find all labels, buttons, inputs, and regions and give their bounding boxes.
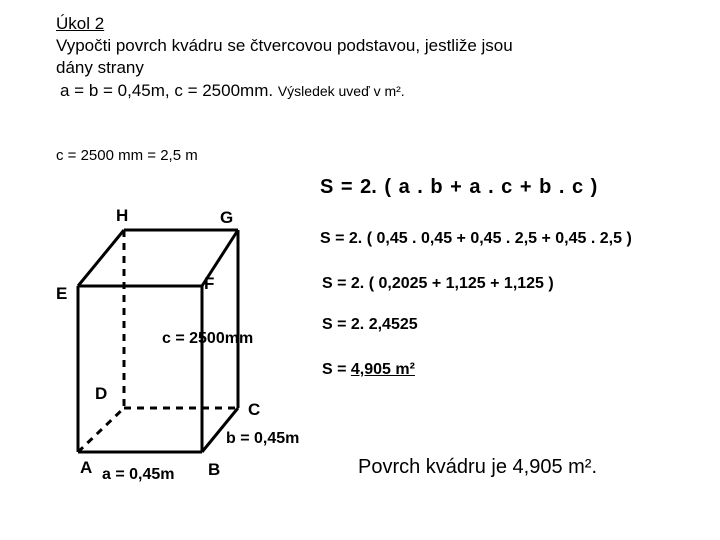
given-values-text: a = b = 0,45m, c = 2500mm. (60, 81, 274, 100)
conclusion-text: Povrch kvádru je 4,905 m². (358, 456, 597, 478)
edge-ad (78, 408, 124, 452)
task-text-line: dány strany (56, 58, 144, 77)
result-value: 4,905 m² (350, 361, 415, 378)
surface-formula: S = 2. ( a . b + a . c + b . c ) (320, 176, 598, 198)
dimension-label-c: c = 2500mm (162, 330, 254, 347)
dimension-label-a: a = 0,45m (102, 466, 175, 483)
unit-conversion: c = 2500 mm = 2,5 m (56, 147, 198, 164)
solution-step: S = 2. ( 0,2025 + 1,125 + 1,125 ) (322, 275, 554, 292)
task-title: Úkol 2 (56, 14, 105, 33)
vertex-label-b: B (208, 460, 221, 479)
vertex-label-g: G (220, 208, 234, 227)
dimension-label-b: b = 0,45m (226, 430, 300, 447)
task-text-line: Vypočti povrch kvádru se čtvercovou podstavou, jestliže jsou (56, 36, 513, 55)
vertex-label-c: C (248, 400, 261, 419)
edge-eh (78, 230, 124, 286)
result-prefix: S = (322, 361, 351, 378)
vertex-label-d: D (95, 384, 108, 403)
vertex-label-e: E (56, 284, 68, 303)
result-unit-note: Výsledek uveď v m². (277, 83, 405, 99)
vertex-label-a: A (80, 458, 93, 477)
solution-result (322, 361, 415, 379)
vertex-label-h: H (116, 206, 129, 225)
solution-step: S = 2. 2,4525 (322, 316, 418, 333)
solution-step: S = 2. ( 0,45 . 0,45 + 0,45 . 2,5 + 0,45 . 2,5 ) (320, 230, 632, 247)
vertex-label-f: F (204, 274, 215, 293)
